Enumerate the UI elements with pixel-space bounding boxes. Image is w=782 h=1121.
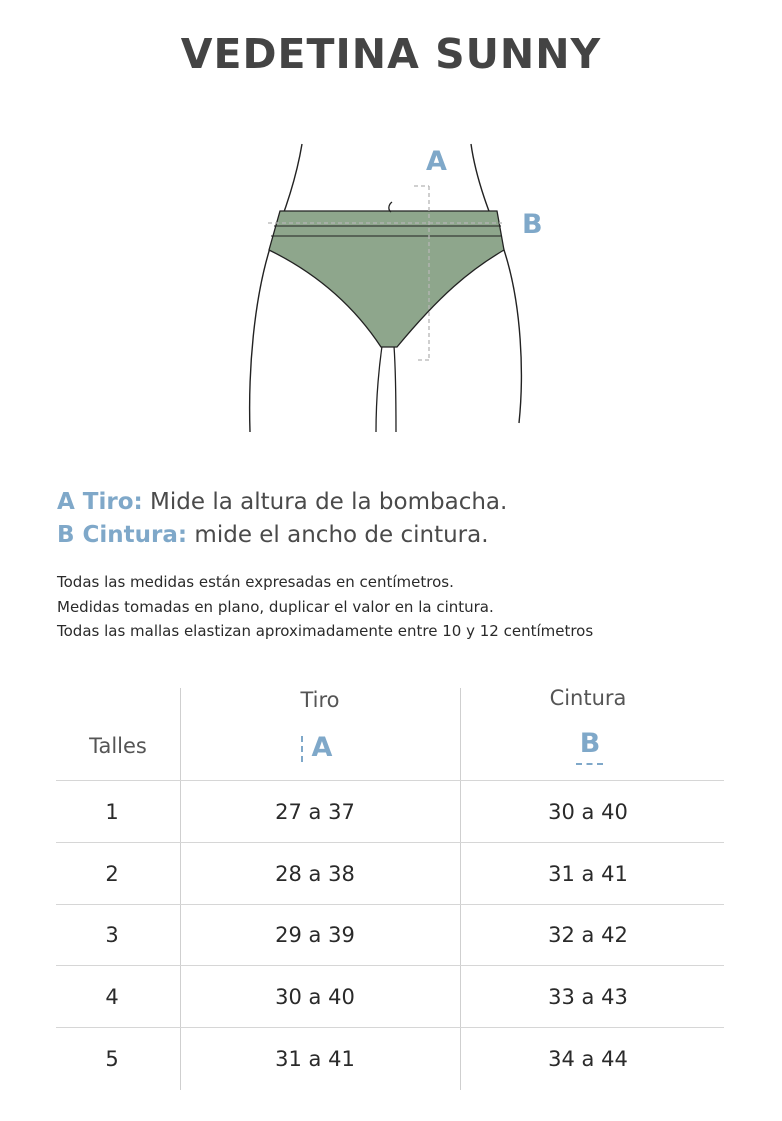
cell-talle: 4 <box>105 985 119 1009</box>
diagram-label-b: B <box>522 209 543 240</box>
legend-a-label: A Tiro: <box>57 489 143 515</box>
measure-legend <box>57 486 507 552</box>
cell-tiro: 31 a 41 <box>275 1047 355 1071</box>
legend-b-label: B Cintura: <box>57 522 188 548</box>
header-cintura: Cintura <box>549 686 627 710</box>
legend-b-text: mide el ancho de cintura. <box>187 522 489 548</box>
row-divider <box>56 842 724 843</box>
header-talles: Talles <box>89 734 147 758</box>
cell-cintura: 33 a 43 <box>548 985 628 1009</box>
row-divider <box>56 904 724 905</box>
diagram-label-a: A <box>426 146 447 177</box>
row-divider <box>56 965 724 966</box>
legend-a-text: Mide la altura de la bombacha. <box>142 489 508 515</box>
cell-tiro: 30 a 40 <box>275 985 355 1009</box>
measurement-notes <box>57 570 593 644</box>
note-line: Medidas tomadas en plano, duplicar el valor en la cintura. <box>57 597 494 616</box>
cell-tiro: 27 a 37 <box>275 800 355 824</box>
cell-talle: 1 <box>105 800 119 824</box>
row-divider <box>56 780 724 781</box>
cell-cintura: 31 a 41 <box>548 862 628 886</box>
legend-b <box>57 519 507 552</box>
column-divider <box>180 688 181 1090</box>
garment-diagram <box>240 140 560 440</box>
cintura-measure-icon <box>576 763 603 765</box>
column-divider <box>460 688 461 1090</box>
header-tiro-letter: A <box>311 732 333 763</box>
bikini-bottom-illustration <box>240 140 560 440</box>
page-title: VEDETINA SUNNY <box>180 30 602 78</box>
note-line: Todas las mallas elastizan aproximadamente entre 10 y 12 centímetros <box>57 622 594 640</box>
size-table <box>56 688 724 1090</box>
cell-tiro: 29 a 39 <box>275 923 355 947</box>
cell-talle: 3 <box>105 923 119 947</box>
cell-talle: 5 <box>105 1047 119 1071</box>
row-divider <box>56 1027 724 1028</box>
cell-cintura: 30 a 40 <box>548 800 628 824</box>
note-line: Todas las medidas están expresadas en centímetros. <box>57 573 454 591</box>
header-cintura-letter: B <box>579 728 601 759</box>
cell-cintura: 32 a 42 <box>548 923 628 947</box>
header-tiro: Tiro <box>300 688 340 712</box>
legend-a <box>57 486 507 519</box>
cell-talle: 2 <box>105 862 119 886</box>
cell-cintura: 34 a 44 <box>548 1047 628 1071</box>
cell-tiro: 28 a 38 <box>275 862 355 886</box>
